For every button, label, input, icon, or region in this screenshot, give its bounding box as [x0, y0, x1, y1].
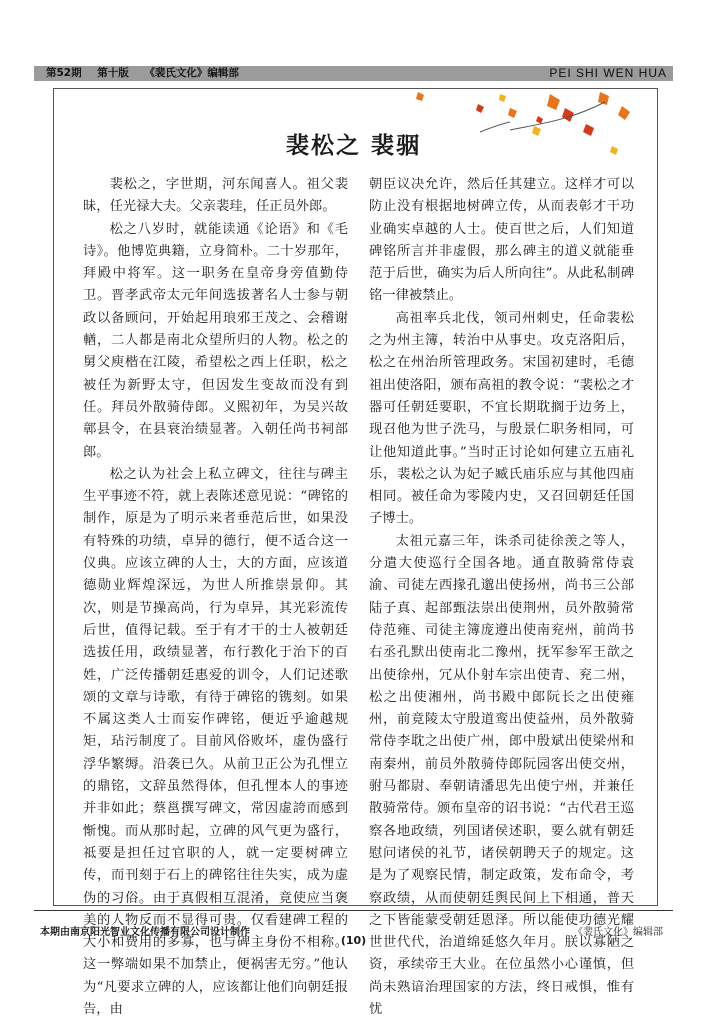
right-column — [369, 174, 634, 1021]
page-number: (10) — [340, 934, 367, 947]
left-column — [83, 174, 348, 1021]
footer-department: 《裴氏文化》编辑部 — [573, 927, 663, 938]
issue-number: 第52期 — [46, 67, 82, 79]
header-issue-info — [46, 66, 251, 81]
paragraph: 松之八岁时，就能读通《论语》和《毛诗》。他博览典籍，立身简朴。二十岁那年，拜殿中将军。这一职务在皇帝身旁值勤侍卫。晋孝武帝太元年间选拔著名人士参与朝政以备顾问，开始起用琅邪王茂之、会稽谢輶，二人都是南北众望所归的人物。松之的舅父庾楷在江陵，希望松之西上任职，松之被任为新野太守，但因发生变故而没有到任。拜员外散骑侍郎。义熙初年，为吴兴故鄣县令，在县衰治绩显著。入朝任尚书祠部郎。 — [83, 221, 348, 460]
article-title: 裴松之 裴骃 — [285, 133, 421, 159]
paragraph: 太祖元嘉三年，诛杀司徒徐羡之等人，分遣大使巡行全国各地。通直散骑常侍袁渝、司徒左西掾孔邈出使扬州，尚书三公部陆子真、起部甄法崇出使荆州，员外散骑常侍范雍、司徒主簿庞遵出使南兖州，前尚书右丞孔默出使南北二豫州，抚军参军王歆之出使徐州，冗从仆射车宗出使青、兖二州，松之出使湘州，尚书殿中郎阮长之出使雍州，前竟陵太守殷道鸾出使益州，员外散骑常侍李耽之出使广州，郎中殷斌出使梁州和南秦州，前员外散骑侍郎阮园客出使交州，驸马都尉、奉朝请潘思先出使宁州，并兼任散骑常侍。颁布皇帝的诏书说：“古代君王巡察各地政绩，列国诸侯述职，要么就有朝廷慰问诸侯的礼节，诸侯朝聘天子的规定。这是为了观察民情，制定政策，发布命令，考察政绩，从而使朝廷舆民间上下相通，普天之下皆能蒙受朝廷恩泽。所以能使功德光耀世世代代，治道绵延悠久年月。朕以寡陋之资，承续帝王大业。在位虽然小心谨慎，但尚未熟谙治理国家的方法，终日戒惧，惟有忧 — [369, 533, 634, 1017]
department-name: 《裴氏文化》编辑部 — [144, 67, 239, 79]
page-label: 第十版 — [97, 67, 129, 79]
paragraph: 朝臣议决允许，然后任其建立。这样才可以防止没有根据地树碑立传，从而表彰才干功业确实卓越的人士。使百世之后，人们知道碑铭所言并非虚假，那么碑主的道义就能垂范于后世，确实为后人所向往”。从此私制碑铭一律被禁止。 — [369, 177, 634, 304]
paragraph: 高祖率兵北伐，领司州刺史，任命裴松之为州主簿，转治中从事史。攻克洛阳后，松之在州治所管理政务。宋国初建时，毛德祖出使洛阳，颁布高祖的教令说：“裴松之才器可任朝廷要职，不宜长期耽搁于边务上，现召他为世子洗马，与殷景仁职务相同，可让他知道此事。”当时正讨论如何建立五庙礼乐，裴松之认为妃子臧氏庙乐应与其他四庙相同。被任命为零陵内史，又召回朝廷任国子博士。 — [369, 310, 634, 527]
paragraph: 裴松之，字世期，河东闻喜人。祖父裴昧，任光禄大夫。父亲裴珪，任正员外郎。 — [83, 177, 348, 215]
footer-credit: 本期由南京阳光智业文化传播有限公司设计制作 — [40, 927, 250, 938]
brand-name: PEI SHI WEN HUA — [549, 66, 667, 80]
footer-divider — [34, 910, 673, 911]
header-bar — [34, 66, 673, 81]
paragraph: 松之认为社会上私立碑文，往往与碑主生平事迹不符，就上表陈述意见说：“碑铭的制作，原是为了明示来者垂范后世，如果没有特殊的功绩，卓异的德行，便不适合这一仪典。应该立碑的人士，大的方面，应该道德勋业辉煌深远，为世人所推崇景仰。其次，则是节操高尚，行为卓异，其光彩流传后世，值得记载。至于有才干的士人被朝廷选拔任用，政绩显著，布行教化于治下的百姓，广泛传播朝廷惠爱的训令，人们记述歌颂的文章与诗歌，有待于碑铭的镌刻。如果不属这类人士而妄作碑铭，便近乎逾越规矩，玷污制度了。目前风俗败坏，虚伪盛行浮华繁缛。沿袭已久。从前卫正公为孔悝立的鼎铭，文辞虽然得体，但孔悝本人的事迹并非如此；蔡邕撰写碑文，常因虚誇而感到惭愧。而从那时起，立碑的风气更为盛行，祗要是担任过官职的人，就一定要树碑立传，而刊刻于石上的碑铭往往失实，成为虚伪的习俗。由于真假相互混淆，竟使应当褒美的人物反而不显得可贵。仅看建碑工程的大小和费用的多寡，也与碑主身份不相称。这一弊端如果不加禁止，便祸害无穷。”他认为“凡要求立碑的人，应该都让他们向朝廷报告，由 — [83, 466, 348, 1017]
